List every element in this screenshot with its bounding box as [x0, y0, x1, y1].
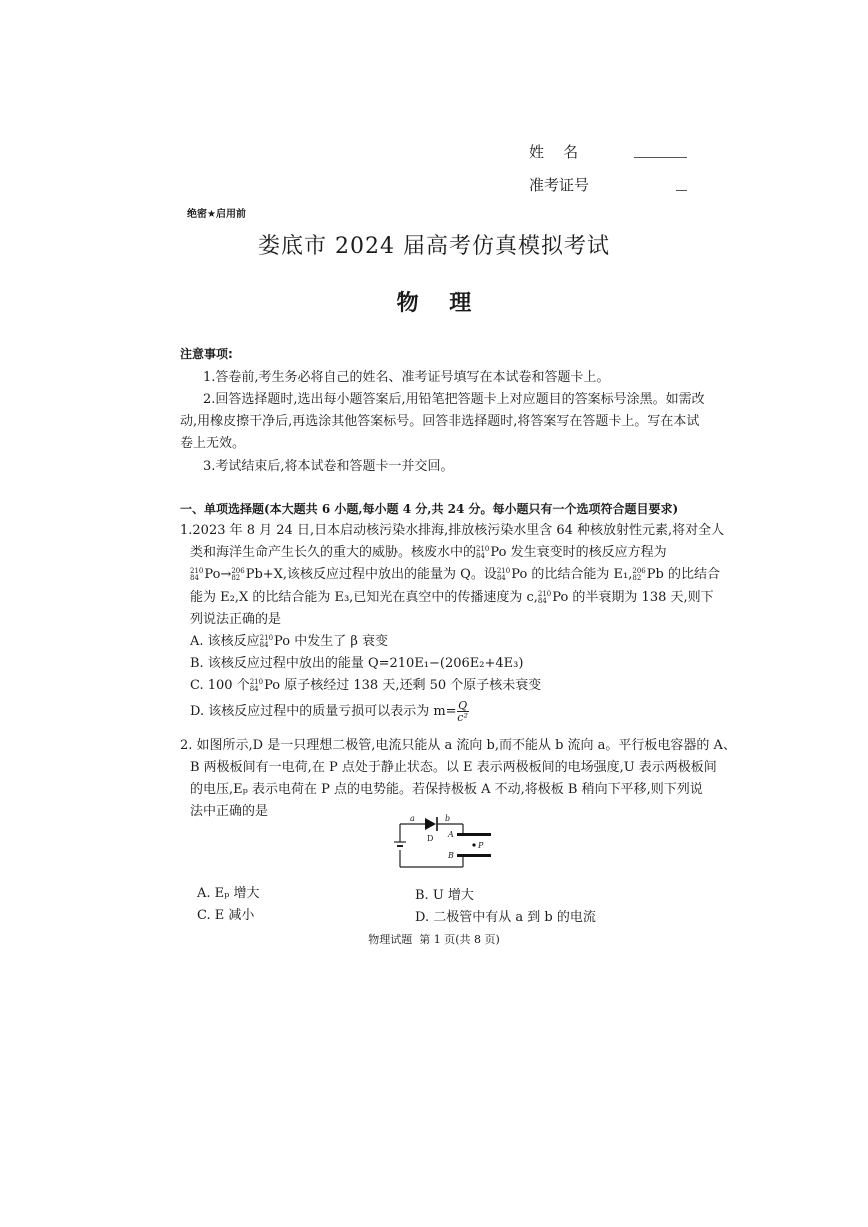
plate-a: [457, 833, 491, 836]
q1-line: 210 84 Po→ 206 82 Pb+X,该核反应过程中放出的能量为 Q。设 210 84 Po 的比结合能为 E₁, 206 82 Pb 的比结合: [190, 566, 720, 582]
q2-line: 2. 如图所示,D 是一只理想二极管,电流只能从 a 流向 b,而不能从 b 流向 a。平行板电容器的 A、: [180, 738, 736, 753]
q1-line: [190, 542, 667, 564]
q1-text: Po 发生衰变时的核反应方程为: [490, 545, 667, 560]
exam-title: 娄底市 2024 届高考仿真模拟考试: [258, 234, 610, 259]
q2-option-b: B. U 增大: [415, 888, 474, 903]
plate-b: [457, 854, 491, 857]
q1-line: 能为 E₂,X 的比结合能为 E₃,已知光在真空中的传播速度为 c, 210 84 Po 的半衰期为 138 天,则下: [190, 589, 714, 605]
label-a: a: [410, 814, 415, 823]
po-nuclide: 210 84: [476, 544, 490, 560]
circuit-diagram: [385, 812, 500, 877]
q2-option-a: A. Eₚ 增大: [197, 886, 260, 901]
subject-title: 物 理: [396, 291, 472, 316]
q2-line: B 两极板间有一电荷,在 P 点处于静止状态。以 E 表示两极板间的电场强度,U 表示两极板间: [190, 760, 717, 775]
q1-option-d: D. 该核反应过程中的质量亏损可以表示为 m= $\frac{Q}{\text{c²}}$: [190, 699, 468, 724]
label-d: D: [427, 834, 434, 843]
q2-option-d: D. 二极管中有从 a 到 b 的电流: [415, 910, 596, 925]
po-nuclide: 210 84: [259, 633, 274, 649]
q2-line: 法中正确的是: [190, 804, 269, 819]
label-plate-b: B: [448, 851, 454, 860]
po-nuclide: 210 84: [249, 677, 264, 693]
id-label: 准考证号: [529, 176, 590, 194]
label-b: b: [445, 814, 451, 823]
label-plate-a: A: [448, 830, 454, 839]
q1-option-c: C. 100 个 210 84 Po 原子核经过 138 天,还剩 50 个原子核未衰变: [190, 677, 542, 693]
diode-icon: [425, 818, 436, 830]
q1-line: 1.2023 年 8 月 24 日,日本启动核污染水排海,排放核污染水里含 64 种核放射性元素,将对全人: [180, 523, 725, 538]
secret-mark: 绝密★启用前: [187, 209, 246, 220]
name-label: 姓 名: [529, 143, 579, 161]
notice-item: 卷上无效。: [180, 436, 246, 451]
mass-defect-fraction: $\frac{Q}{\text{c²}}$: [457, 699, 468, 724]
notice-item: 动,用橡皮擦干净后,再选涂其他答案标号。回答非选择题时,将答案写在答题卡上。写在本试: [180, 414, 700, 429]
notice-item: 2.回答选择题时,选出每小题答案后,用铅笔把答题卡上对应题目的答案标号涂黑。如需改: [203, 392, 705, 407]
pb-nuclide: 206 82: [632, 566, 646, 582]
q1-option-b: B. 该核反应过程中放出的能量 Q=210E₁−(206E₂+4E₃): [190, 656, 524, 671]
page-footer: 物理试题 第 1 页(共 8 页): [368, 933, 500, 946]
id-blank[interactable]: [676, 189, 687, 191]
notice-item: 3.考试结束后,将本试卷和答题卡一并交回。: [203, 459, 454, 474]
pb-nuclide: 206 82: [231, 566, 245, 582]
notice-item: 1.答卷前,考生务必将自己的姓名、准考证号填写在本试卷和答题卡上。: [203, 370, 610, 385]
po-nuclide: 210 84: [496, 566, 511, 582]
q1-text: 类和海洋生命产生长久的重大的威胁。核废水中的: [190, 545, 477, 560]
label-p: P: [478, 841, 484, 850]
section-heading: 一、单项选择题(本大题共 6 小题,每小题 4 分,共 24 分。每小题只有一个选项符合题目要求): [180, 502, 679, 516]
q2-line: 的电压,Eₚ 表示电荷在 P 点的电势能。若保持极板 A 不动,将极板 B 稍向下平移,则下列说: [190, 782, 703, 797]
q2-option-c: C. E 减小: [197, 908, 255, 923]
q1-line: 列说法正确的是: [190, 612, 282, 627]
notice-title: 注意事项:: [180, 347, 233, 361]
po-nuclide: 210 84: [537, 589, 552, 605]
q1-option-a: A. 该核反应 210 84 Po 中发生了 β 衰变: [190, 633, 388, 649]
point-p: [472, 843, 475, 846]
po-nuclide: 210 84: [190, 566, 204, 582]
name-blank[interactable]: [634, 156, 687, 158]
